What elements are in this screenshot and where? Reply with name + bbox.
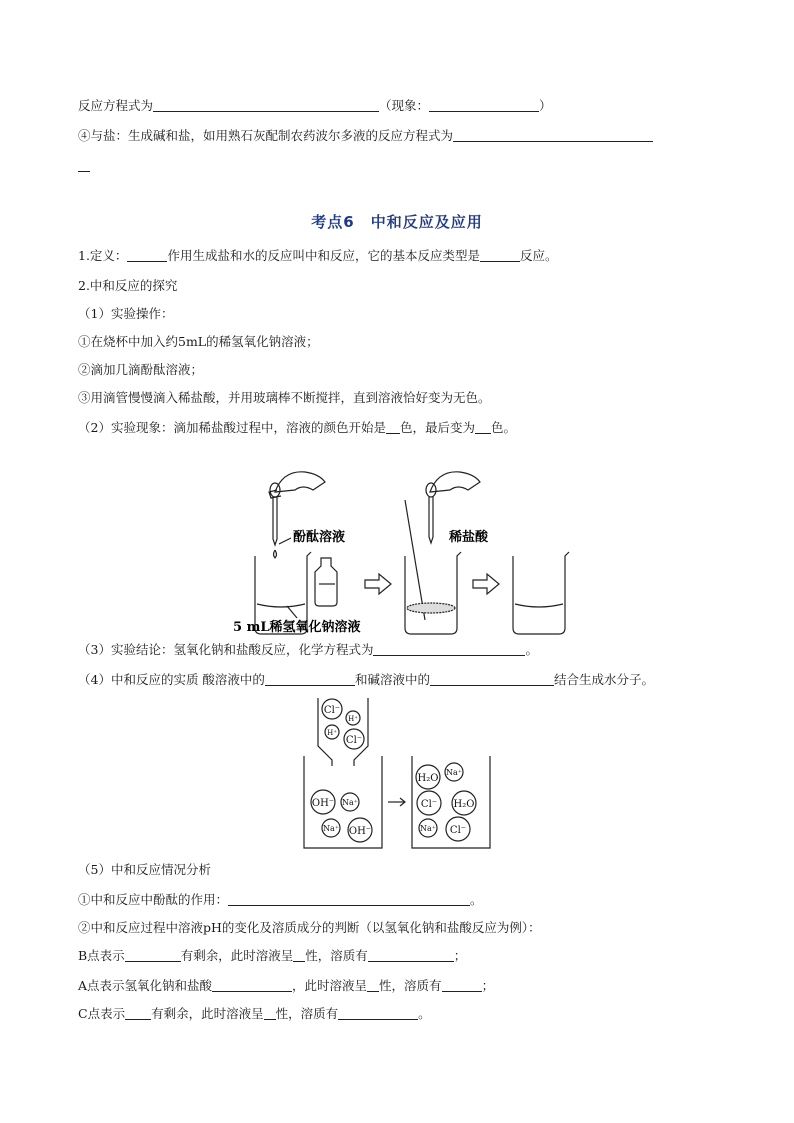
beaker-2-icon [405,552,461,634]
point-a-solute-blank[interactable] [442,977,482,992]
glass-rod-icon [405,500,425,620]
essence-prefix: （4）中和反应的实质 酸溶液中的 [78,672,265,687]
phenomenon-line [78,418,516,438]
essence-suffix: 结合生成水分子。 [553,672,654,687]
point-c-line [78,1004,431,1024]
ion-oh: OH⁻ [311,798,335,809]
hydrochloric-acid-label: 稀盐酸 [449,530,489,545]
dropper-icon [273,497,277,545]
start-color-blank[interactable] [386,419,400,434]
base-ion-blank[interactable] [430,671,554,686]
definition-line [78,246,557,266]
end-color-blank[interactable] [475,419,491,434]
point-a-suffix: ； [481,978,495,993]
point-c-solute-blank[interactable] [338,1005,418,1020]
salt-equation-blank[interactable] [453,127,653,142]
point-b-remaining-blank[interactable] [125,947,181,962]
ph-line: ②中和反应过程中溶液pH的变化及溶质成分的判断（以氢氧化钠和盐酸反应为例）： [78,920,541,935]
ion-cl: Cl⁻ [420,799,438,810]
phenomenon-open: （现象： [379,98,430,113]
molecule-h2o: H₂O [453,799,475,810]
ion-na: Na⁺ [420,824,436,833]
arrow-right-icon [365,574,391,594]
ion-na: Na⁺ [446,768,462,777]
ion-oh: OH⁻ [348,826,372,837]
experiment-figure [225,460,585,640]
ion-na: Na⁺ [323,824,339,833]
conclusion-equation-blank[interactable] [373,641,525,656]
point-b-solute-blank[interactable] [368,947,454,962]
phenomenon-blank[interactable] [429,97,539,112]
hand-icon-2 [430,472,480,492]
salt-line-continued [78,156,90,176]
equation-line [78,96,552,116]
phenolphthalein-label: 酚酞溶液 [293,530,346,545]
ion-cl: Cl⁻ [449,825,467,836]
point-a-prefix: A点表示氢氧化钠和盐酸 [78,978,213,993]
phenomenon-middle: 色，最后变为 [399,420,475,435]
point-c-suffix: 。 [418,1006,431,1021]
ion-reaction-figure [296,694,496,856]
phenomenon-prefix: （2）实验现象：滴加稀盐酸过程中，溶液的颜色开始是 [78,420,386,435]
hand-icon [275,472,325,492]
analysis-title: （5）中和反应情况分析 [78,862,211,877]
point-b-line [78,946,466,966]
operation-step-1: ①在烧杯中加入约5mL的稀氢氧化钠溶液； [78,334,319,349]
point-c-middle-1: 有剩余，此时溶液呈 [151,1006,264,1021]
equation-blank[interactable] [153,97,379,112]
molecule-h2o: H₂O [417,773,439,784]
equation-prefix: 反应方程式为 [78,98,154,113]
ion-cl: Cl⁻ [323,705,341,716]
point-c-remaining-blank[interactable] [125,1005,151,1020]
point-b-suffix: ； [453,948,467,963]
explore-title: 2.中和反应的探究 [78,278,178,293]
definition-suffix: 反应。 [519,248,558,263]
operation-title: （1）实验操作： [78,306,174,321]
conclusion-prefix: （3）实验结论：氢氧化钠和盐酸反应，化学方程式为 [78,642,374,657]
definition-blank-2[interactable] [480,247,520,262]
arrow-right-icon-2 [473,574,499,594]
phenol-role-prefix: ①中和反应中酚酞的作用： [78,892,229,907]
operation-step-3: ③用滴管慢慢滴入稀盐酸，并用玻璃棒不断搅拌，直到溶液恰好变为无色。 [78,390,491,405]
definition-middle: 作用生成盐和水的反应叫中和反应，它的基本反应类型是 [167,248,480,263]
point-c-middle-2: 性，溶质有 [275,1006,339,1021]
naoh-solution-label: 5 mL稀氢氧化钠溶液 [233,620,361,635]
salt-line [78,126,653,146]
point-a-line [78,976,494,996]
ion-na: Na⁺ [342,798,358,807]
section-title: 考点6 中和反应及应用 [311,213,483,231]
essence-middle: 和碱溶液中的 [354,672,430,687]
phenomenon-suffix: 色。 [490,420,516,435]
point-c-property-blank[interactable] [264,1005,276,1020]
conclusion-suffix: 。 [525,642,538,657]
point-a-middle-2: 性，溶质有 [379,978,442,993]
phenol-role-suffix: 。 [470,892,483,907]
point-a-property-blank[interactable] [367,977,379,992]
dropper-icon-2 [429,497,433,543]
salt-text: ④与盐：生成碱和盐，如用熟石灰配制农药波尔多液的反应方程式为 [78,128,454,143]
acid-ion-blank[interactable] [265,671,355,686]
point-a-middle-1: ，此时溶液呈 [292,978,368,993]
conclusion-line [78,640,538,660]
phenol-role-line [78,890,483,910]
reagent-bottle-icon [315,558,337,606]
point-a-state-blank[interactable] [212,977,292,992]
point-c-prefix: C点表示 [78,1006,126,1021]
phenol-role-blank[interactable] [228,891,470,906]
point-b-prefix: B点表示 [78,948,125,963]
point-b-middle-2: 性，溶质有 [305,948,368,963]
definition-prefix: 1.定义： [78,248,128,263]
beaker-3-icon [513,552,569,634]
essence-line [78,670,654,690]
point-b-middle-1: 有剩余，此时溶液呈 [180,948,294,963]
operation-step-2: ②滴加几滴酚酞溶液； [78,362,204,377]
salt-equation-blank-continued[interactable] [78,157,90,172]
ion-cl: Cl⁻ [345,735,363,746]
ion-h: H⁺ [327,729,337,737]
point-b-property-blank[interactable] [293,947,305,962]
definition-blank-1[interactable] [127,247,167,262]
ion-h: H⁺ [348,715,358,723]
phenomenon-close: ） [539,98,552,113]
